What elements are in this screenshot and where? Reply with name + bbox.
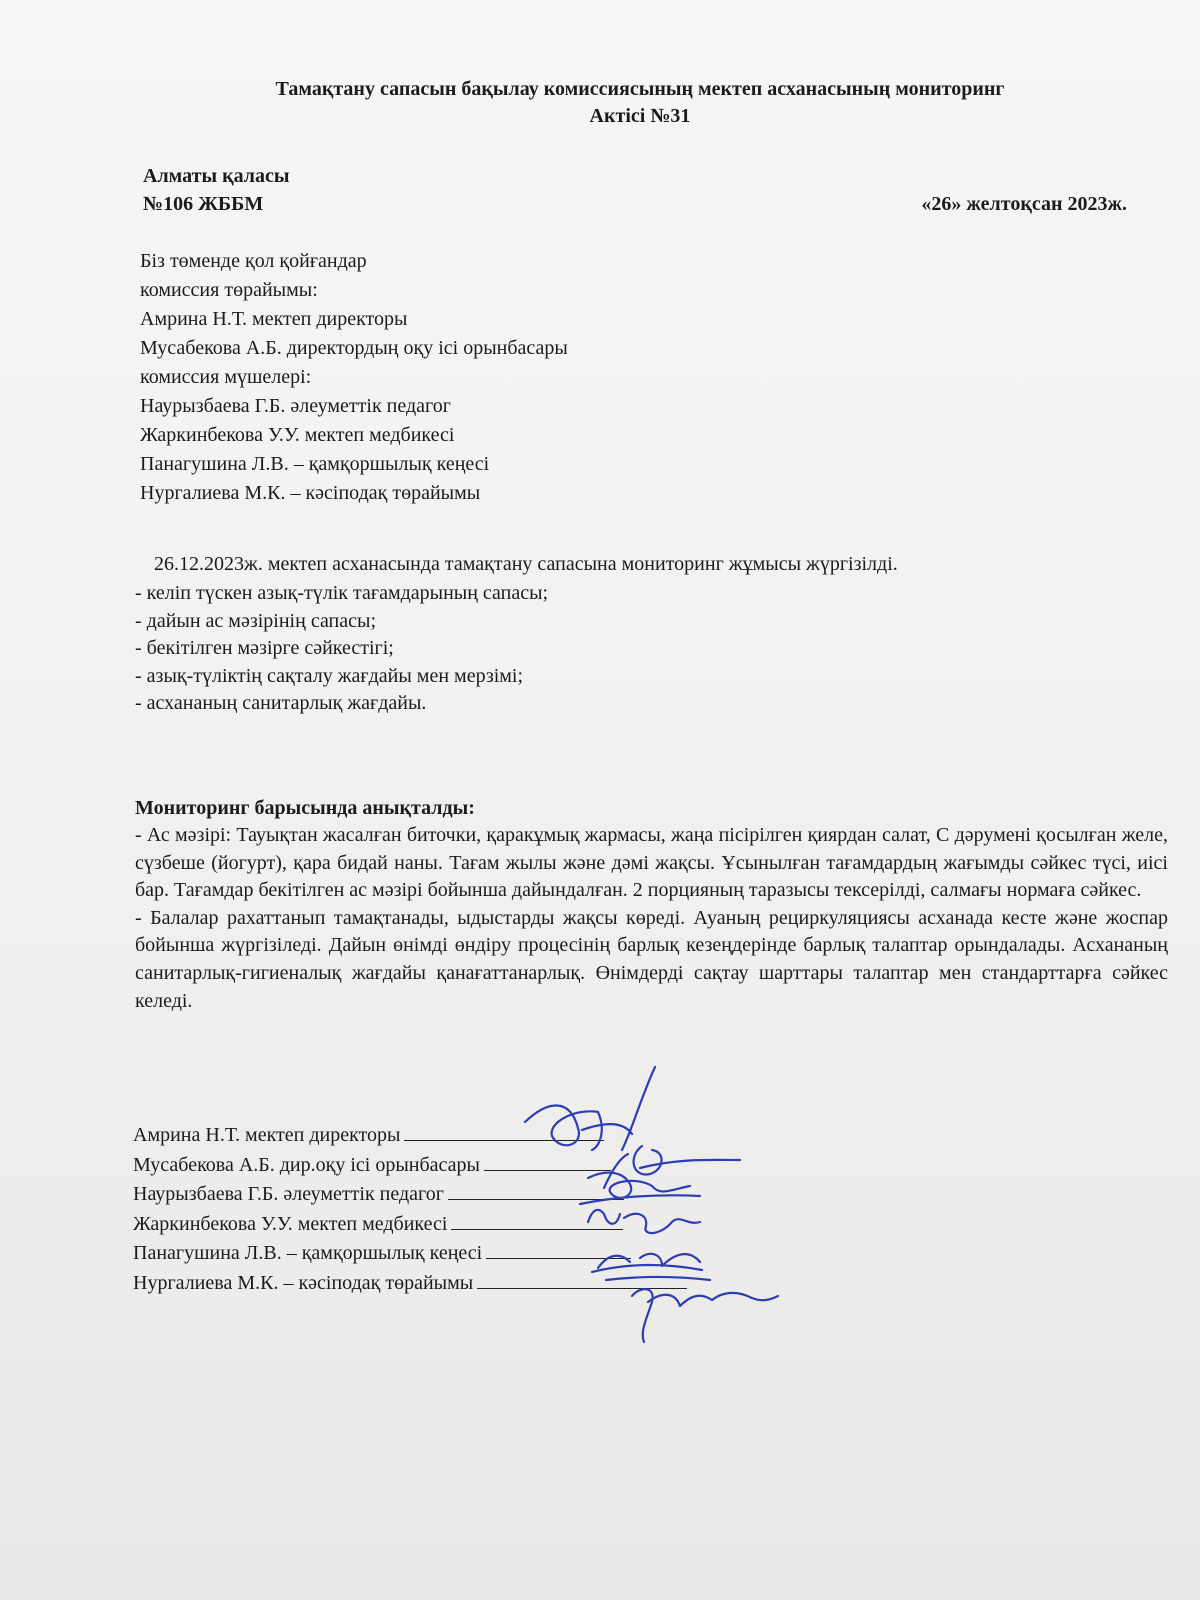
member-line: Панагушина Л.В. – қамқоршылық кеңесі [140,453,490,475]
title-line-1: Тамақтану сапасын бақылау комиссиясының мектеп асханасының мониторинг [275,78,1005,100]
signature-row [133,1151,687,1181]
check-item: - келіп түскен азық-түлік тағамдарының сапасы; [135,582,549,604]
monitoring-intro: 26.12.2023ж. мектеп асханасында тамақтану сапасына мониторинг жұмысы жүргізілді. [154,553,898,575]
signature-line [484,1152,611,1171]
signatory-name: Мусабекова А.Б. дир.оқу ісі орынбасары [133,1153,480,1176]
signature-row [133,1239,687,1269]
commission-members-list [140,247,568,508]
signature-block [133,1121,687,1298]
member-line: Біз төменде қол қойғандар [140,250,367,272]
check-item: - азық-түліктің сақталу жағдайы мен мерзімі; [135,664,524,687]
signatory-name: Амрина Н.Т. мектеп директоры [133,1124,401,1146]
check-item: - асхананың санитарлық жағдайы. [135,692,427,714]
findings-body [135,822,1168,1015]
signature-row [133,1180,687,1210]
member-line: Мусабекова А.Б. директордың оқу ісі орынбасары [140,337,568,359]
member-line: Нургалиева М.К. – кәсіподақ төрайымы [140,482,481,504]
check-item: - дайын ас мәзірінің сапасы; [135,609,377,632]
member-line: комиссия мүшелері: [140,366,312,388]
member-line: Амрина Н.Т. мектеп директоры [140,308,408,330]
signature-line [486,1240,631,1259]
act-date: «26» желтоқсан 2023ж. [921,193,1127,215]
findings-paragraph: - Балалар рахаттанып тамақтанады, ыдыстарды жақсы көреді. Ауаның рециркуляциясы асханада кесте және жоспар бойынша жүргізіледі. Дайын өнімді өндіру процесінің барлық кезеңдерінде барлық талаптар орындалады. Асхананың санитарлық-гигиеналық жағдайы қанағаттанарлық. Өнімдерді сақтау шарттары талаптар мен стандарттарға сәйкес келеді. [135,906,1168,1012]
check-item: - бекітілген мәзірге сәйкестігі; [135,637,394,659]
signature-row [133,1121,687,1151]
signature-line [451,1211,623,1230]
signature-row [133,1210,687,1240]
monitoring-checks-list [135,580,548,718]
city-label: Алматы қаласы [143,165,290,187]
signature-line [404,1122,604,1141]
school-label: №106 ЖББМ [143,193,264,215]
findings-paragraph: - Ас мәзірі: Тауықтан жасалған биточки, қаракұмық жармасы, жаңа пісірілген қиярдан салат, С дәрумені қосылған желе, сүзбеше (йогурт), қара бидай наны. Тағам жылы және дәмі жақсы. Ұсынылған тағамдардың жағымды сәйкес түсі, иісі бар. Тағамдар бекітілген ас мәзірі бойынша дайындалған. 2 порцияның таразысы тексерілді, салмағы нормаға сәйкес. [135,824,1168,902]
signatory-name: Нургалиева М.К. – кәсіподақ төрайымы [133,1271,474,1294]
findings-heading: Мониторинг барысында анықталды: [135,797,475,819]
signature-line [477,1270,687,1289]
signature-row [133,1269,687,1299]
member-line: Наурызбаева Г.Б. әлеуметтік педагог [140,395,451,417]
signature-line [448,1181,624,1200]
signatory-name: Наурызбаева Г.Б. әлеуметтік педагог [133,1183,444,1205]
document-title [150,76,1130,130]
signatory-name: Жаркинбекова У.У. мектеп медбикесі [133,1212,448,1235]
title-line-2: Актісі №31 [589,105,691,127]
member-line: Жаркинбекова У.У. мектеп медбикесі [140,424,455,446]
signatory-name: Панагушина Л.В. – қамқоршылық кеңесі [133,1242,483,1264]
member-line: комиссия төрайымы: [140,279,318,301]
